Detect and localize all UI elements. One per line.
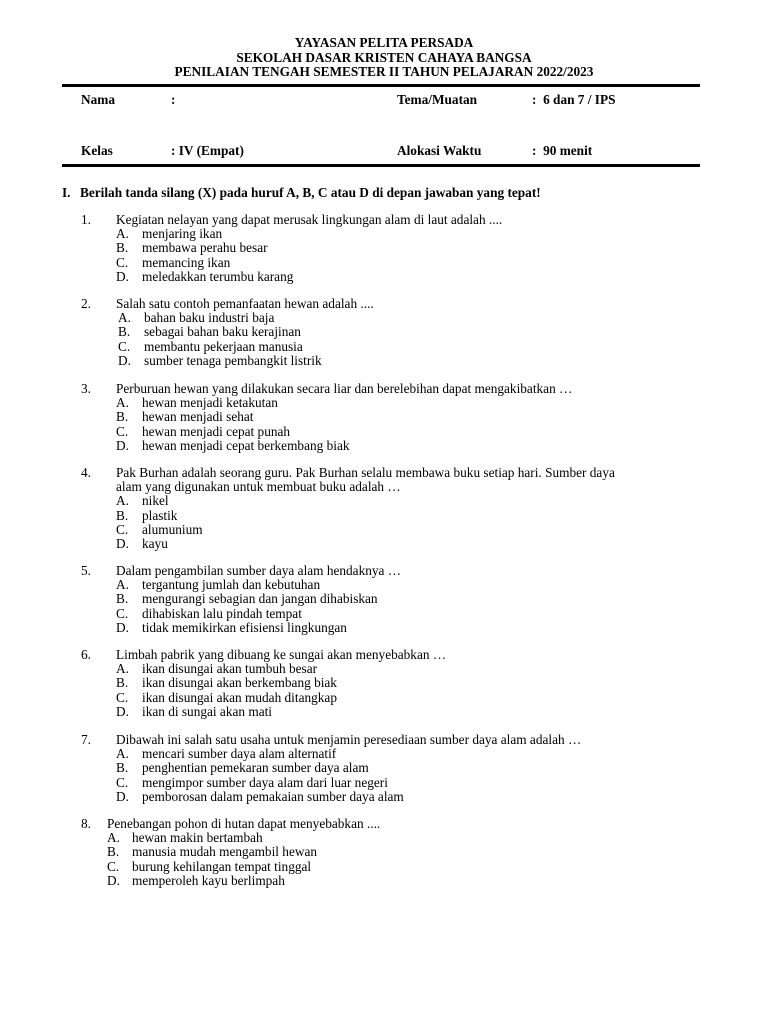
nama-label: Nama <box>81 92 115 107</box>
option-text: mengurangi sebagian dan jangan dihabiskan <box>142 591 378 607</box>
option-letter: D. <box>116 703 129 719</box>
option-text: meledakkan terumbu karang <box>142 268 294 284</box>
option-letter: A. <box>116 746 129 762</box>
option-text: manusia mudah mengambil hewan <box>132 844 318 860</box>
tema-value: : 6 dan 7 / IPS <box>532 92 616 107</box>
option-letter: B. <box>107 844 120 860</box>
question-number: 8. <box>81 816 91 831</box>
question-number: 2. <box>81 296 91 311</box>
tema-label: Tema/Muatan <box>397 92 478 107</box>
option-text: burung kehilangan tempat tinggal <box>132 858 312 874</box>
question-text: Salah satu contoh pemanfaatan hewan adalah .... <box>116 296 374 311</box>
document-header <box>0 36 768 80</box>
option-letter: B. <box>116 507 129 523</box>
question-text: Kegiatan nelayan yang dapat merusak lingkungan alam di laut adalah .... <box>116 212 503 227</box>
option-text: hewan menjadi ketakutan <box>142 395 278 411</box>
question-text: Dibawah ini salah satu usaha untuk menjamin peresediaan sumber daya alam adalah … <box>116 732 582 747</box>
option-text: alumunium <box>142 521 203 537</box>
option-text: ikan disungai akan tumbuh besar <box>142 661 318 677</box>
option-letter: A. <box>118 310 131 326</box>
option-text: sumber tenaga pembangkit listrik <box>144 352 322 368</box>
option-letter: B. <box>116 240 129 256</box>
option-letter: C. <box>107 858 120 874</box>
option-text: hewan menjadi cepat punah <box>142 423 291 439</box>
kelas-value: : IV (Empat) <box>171 143 244 158</box>
question-number: 4. <box>81 465 91 480</box>
option-text: dihabiskan lalu pindah tempat <box>142 605 302 621</box>
option-text: ikan disungai akan berkembang biak <box>142 675 337 691</box>
section-number: I. <box>62 185 71 200</box>
question-number: 1. <box>81 212 91 227</box>
option-text: membantu pekerjaan manusia <box>144 338 303 354</box>
option-letter: D. <box>116 268 129 284</box>
option-letter: B. <box>116 409 129 425</box>
nama-value: : <box>171 92 176 107</box>
option-text: mencari sumber daya alam alternatif <box>142 746 337 762</box>
school-name: SEKOLAH DASAR KRISTEN CAHAYA BANGSA <box>236 49 532 65</box>
question-number: 5. <box>81 563 91 578</box>
question-number: 3. <box>81 381 91 396</box>
header-divider-top <box>62 84 700 87</box>
option-letter: C. <box>116 605 129 621</box>
option-letter: B. <box>116 591 129 607</box>
option-text: memancing ikan <box>142 254 231 270</box>
option-text: pemborosan dalam pemakaian sumber daya alam <box>142 788 404 804</box>
option-letter: B. <box>116 675 129 691</box>
option-text: ikan disungai akan mudah ditangkap <box>142 689 337 705</box>
question-text: Penebangan pohon di hutan dapat menyebabkan .... <box>107 816 381 831</box>
option-letter: D. <box>116 437 129 453</box>
option-letter: B. <box>118 324 131 340</box>
option-text: kayu <box>142 536 168 551</box>
question-text: Pak Burhan adalah seorang guru. Pak Burhan selalu membawa buku setiap hari. Sumber daya <box>116 465 615 480</box>
option-letter: D. <box>116 536 129 551</box>
option-letter: C. <box>116 254 129 270</box>
option-text: memperoleh kayu berlimpah <box>132 872 285 888</box>
option-text: tergantung jumlah dan kebutuhan <box>142 577 321 593</box>
option-letter: C. <box>116 774 129 790</box>
question-number: 6. <box>81 647 91 662</box>
option-letter: D. <box>116 788 129 804</box>
kelas-label: Kelas <box>81 143 113 158</box>
waktu-label: Alokasi Waktu <box>397 143 482 158</box>
option-letter: A. <box>116 577 129 593</box>
option-letter: B. <box>116 760 129 776</box>
option-letter: C. <box>118 338 131 354</box>
option-letter: A. <box>107 830 120 846</box>
option-letter: A. <box>116 493 129 509</box>
option-text: hewan menjadi cepat berkembang biak <box>142 437 350 453</box>
option-text: penghentian pemekaran sumber daya alam <box>142 760 369 776</box>
foundation-name: YAYASAN PELITA PERSADA <box>294 35 474 50</box>
option-text: membawa perahu besar <box>142 240 268 256</box>
header-divider-bottom <box>62 164 700 167</box>
option-letter: D. <box>107 872 120 888</box>
option-letter: C. <box>116 521 129 537</box>
exam-title: PENILAIAN TENGAH SEMESTER II TAHUN PELAJARAN 2022/2023 <box>174 64 594 79</box>
waktu-value: : 90 menit <box>532 143 593 158</box>
option-letter: A. <box>116 226 129 242</box>
option-letter: D. <box>116 619 129 635</box>
option-letter: C. <box>116 423 129 439</box>
question-text: Perburuan hewan yang dilakukan secara liar dan berelebihan dapat mengakibatkan … <box>116 381 573 396</box>
option-text: mengimpor sumber daya alam dari luar negeri <box>142 774 388 790</box>
option-letter: A. <box>116 661 129 677</box>
section-instruction <box>62 185 541 201</box>
question-text: Dalam pengambilan sumber daya alam hendaknya … <box>116 563 402 578</box>
option-text: nikel <box>142 493 169 509</box>
instruction-text: Berilah tanda silang (X) pada huruf A, B, C atau D di depan jawaban yang tepat! <box>80 185 541 200</box>
option-text: tidak memikirkan efisiensi lingkungan <box>142 619 347 635</box>
option-text: hewan makin bertambah <box>132 830 263 846</box>
question-number: 7. <box>81 732 91 747</box>
option-text: sebagai bahan baku kerajinan <box>144 324 301 340</box>
question-text: Limbah pabrik yang dibuang ke sungai akan menyebabkan … <box>116 647 447 662</box>
option-text: bahan baku industri baja <box>144 310 275 326</box>
option-letter: D. <box>118 352 131 368</box>
option-text: ikan di sungai akan mati <box>142 703 272 719</box>
option-text: hewan menjadi sehat <box>142 409 254 425</box>
question-text: alam yang digunakan untuk membuat buku adalah … <box>116 479 401 495</box>
option-letter: A. <box>116 395 129 411</box>
option-text: menjaring ikan <box>142 226 223 242</box>
option-text: plastik <box>142 507 178 523</box>
option-letter: C. <box>116 689 129 705</box>
